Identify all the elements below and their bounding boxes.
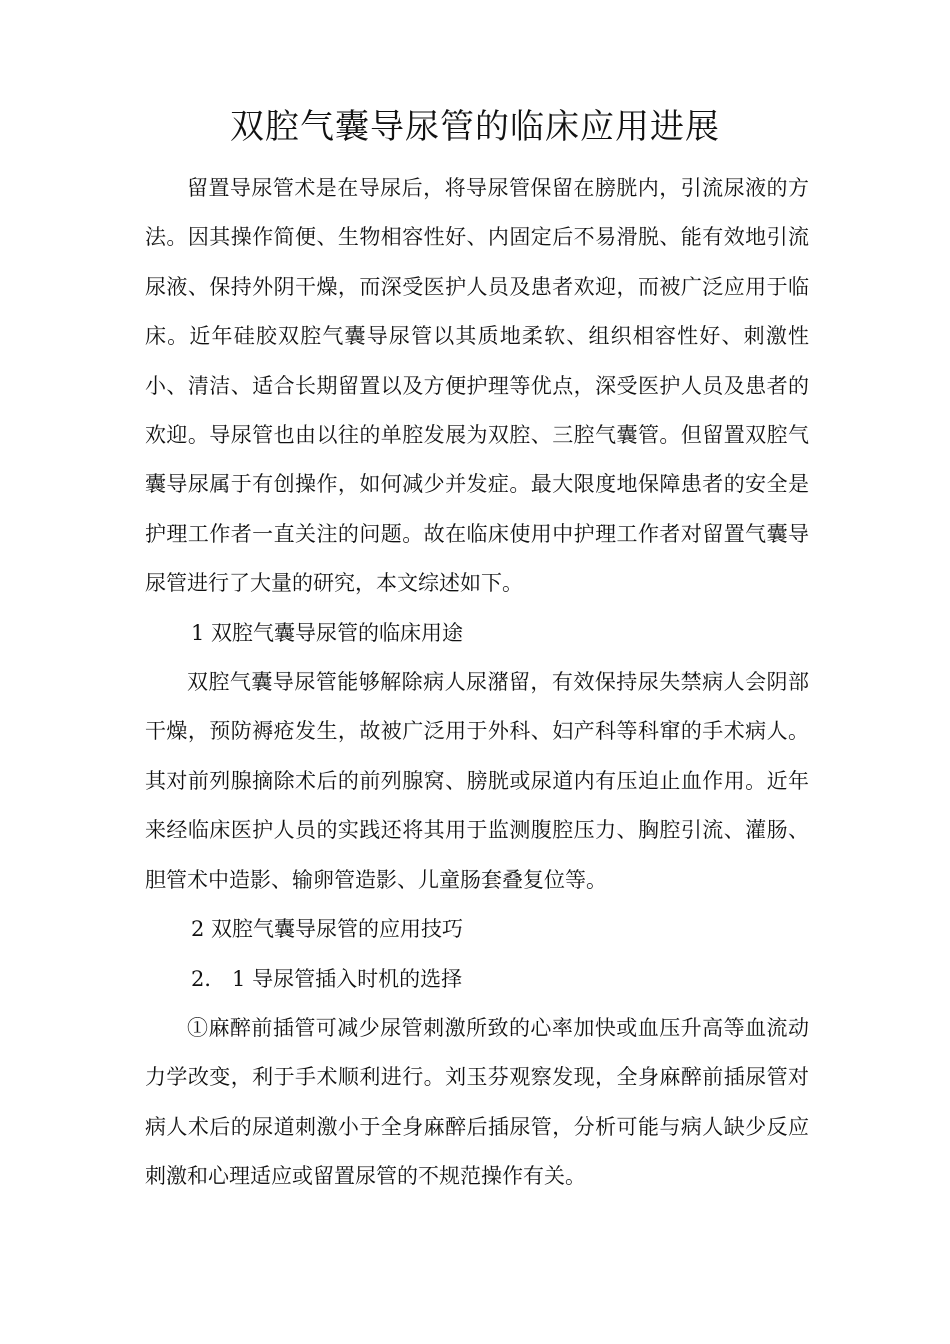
section-2-1-heading: 2． 1 导尿管插入时机的选择: [191, 966, 463, 991]
intro-paragraph: 留置导尿管术是在导尿后，将导尿管保留在膀胱内，引流尿液的方法。因其操作简便、生物相容性好、内固定后不易滑脱、能有效地引流尿液、保持外阴干燥，而深受医护人员及患者欢迎，而被广泛应用于临床。近年硅胶双腔气囊导尿管以其质地柔软、组织相容性好、刺激性小、清洁、适合长期留置以及方便护理等优点，深受医护人员及患者的欢迎。导尿管也由以往的单腔发展为双腔、三腔气囊管。但留置双腔气囊导尿属于有创操作，如何减少并发症。最大限度地保障患者的安全是护理工作者一直关注的问题。故在临床使用中护理工作者对留置气囊导尿管进行了大量的研究，本文综述如下。: [145, 176, 809, 596]
section-1-paragraph: 双腔气囊导尿管能够解除病人尿潴留，有效保持尿失禁病人会阴部干燥，预防褥疮发生，故被广泛用于外科、妇产科等科窜的手术病人。其对前列腺摘除术后的前列腺窝、膀胱或尿道内有压迫止血作用。近年来经临床医护人员的实践还将其用于监测腹腔压力、胸腔引流、灌肠、胆管术中造影、输卵管造影、儿童肠套叠复位等。: [145, 670, 809, 892]
section-2-heading: 2 双腔气囊导尿管的应用技巧: [191, 917, 464, 942]
section-1-heading: 1 双腔气囊导尿管的临床用途: [191, 620, 464, 645]
section-2-1-paragraph: ①麻醉前插管可减少尿管刺激所致的心率加快或血压升高等血流动力学改变，利于手术顺利进行。刘玉芬观察发现，全身麻醉前插尿管对病人术后的尿道刺激小于全身麻醉后插尿管，分析可能与病人缺少反应刺激和心理适应或留置尿管的不规范操作有关。: [145, 1015, 809, 1189]
document-body: [145, 164, 809, 1202]
document-title: 双腔气囊导尿管的临床应用进展: [230, 107, 720, 147]
